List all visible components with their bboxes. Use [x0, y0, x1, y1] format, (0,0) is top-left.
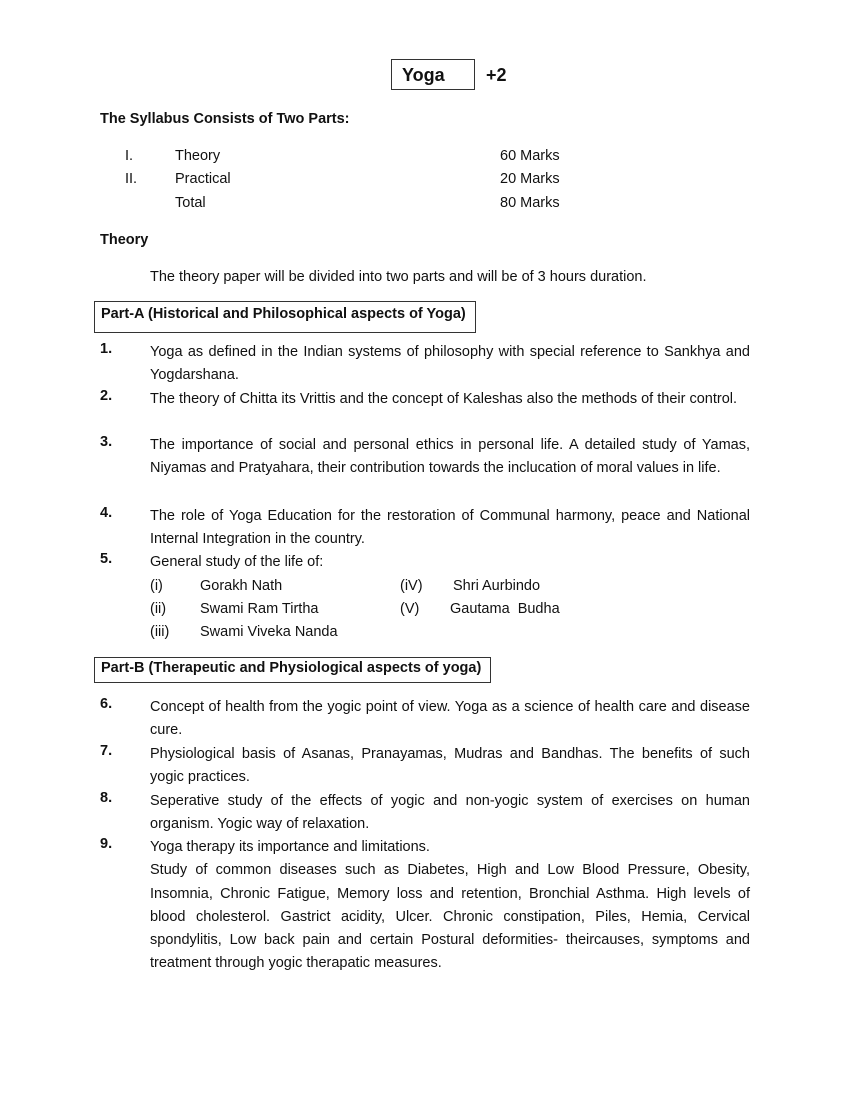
item-text: The theory of Chitta its Vrittis and the concept of Kaleshas also the methods of their control. [150, 391, 738, 407]
item-text: Yoga as defined in the Indian systems of philosophy with special reference to Sankhya and Yogdarshana. [150, 344, 750, 384]
theory-description: The theory paper will be divided into two parts and will be of 3 hours duration. [150, 269, 647, 285]
syllabus-item [100, 743, 750, 790]
syllabus-item [100, 434, 750, 481]
item-number: 5. [100, 551, 113, 567]
syllabus-item [100, 551, 750, 574]
item-number: 6. [100, 696, 113, 712]
life-number: (iV) [400, 578, 423, 594]
item-text: General study of the life of: [150, 554, 324, 570]
marks-row-value: 20 Marks [500, 171, 560, 187]
item-text: Concept of health from the yogic point of view. Yoga as a science of health care and disease cure. [150, 699, 750, 739]
marks-row-value: 80 Marks [500, 195, 560, 211]
item-number: 8. [100, 790, 113, 806]
life-name: Gautama Budha [450, 601, 560, 617]
part-b-title: Part-B (Therapeutic and Physiological aspects of yoga) [94, 657, 491, 683]
life-name: Gorakh Nath [200, 578, 283, 594]
marks-row-number: II. [125, 171, 138, 187]
syllabus-item [100, 388, 750, 411]
item-text: Yoga therapy its importance and limitations. [150, 839, 430, 855]
part-a-title: Part-A (Historical and Philosophical aspects of Yoga) [94, 301, 476, 333]
item-number: 7. [100, 743, 113, 759]
life-number: (i) [150, 578, 163, 594]
item-text-detail: Study of common diseases such as Diabetes, High and Low Blood Pressure, Obesity, Insomnia, Chronic Fatigue, Memory loss and retention, Bronchial Asthma. High levels of blood cholesterol. Gastrict acidity, Ulcer. Chronic constipation, Piles, Hemia, Cervical spondylitis, Low back pain and certain Postural deformities- theircauses, symptoms and treatment through yogic therapatic measures. [150, 862, 750, 972]
item-text: Physiological basis of Asanas, Pranayamas, Mudras and Bandhas. The benefits of such yogic practices. [150, 746, 750, 786]
life-name: Swami Viveka Nanda [200, 624, 338, 640]
item-number: 9. [100, 836, 113, 852]
grade-label: +2 [486, 65, 507, 85]
life-number: (ii) [150, 601, 167, 617]
item-number: 1. [100, 341, 113, 357]
subject-title: Yoga [391, 59, 475, 90]
marks-row-number: I. [125, 148, 134, 164]
syllabus-item [100, 836, 750, 976]
theory-heading: Theory [100, 232, 149, 248]
syllabus-item [100, 505, 750, 552]
item-number: 2. [100, 388, 113, 404]
life-number: (V) [400, 601, 420, 617]
life-number: (iii) [150, 624, 170, 640]
item-text-block [150, 836, 750, 976]
marks-row-label: Theory [175, 148, 221, 164]
syllabus-item [100, 696, 750, 743]
life-name: Shri Aurbindo [453, 578, 541, 594]
marks-row-label: Practical [175, 171, 231, 187]
item-number: 4. [100, 505, 113, 521]
marks-row-value: 60 Marks [500, 148, 560, 164]
syllabus-item [100, 341, 750, 388]
life-name: Swami Ram Tirtha [200, 601, 319, 617]
item-text: Seperative study of the effects of yogic and non-yogic system of exercises on human organism. Yogic way of relaxation. [150, 793, 750, 833]
marks-row-label: Total [175, 195, 206, 211]
item-text: The role of Yoga Education for the restoration of Communal harmony, peace and National Internal Integration in the country. [150, 508, 750, 548]
syllabus-intro-heading: The Syllabus Consists of Two Parts: [100, 111, 350, 127]
item-text: The importance of social and personal ethics in personal life. A detailed study of Yamas, Niyamas and Pratyahara, their contribution towards the inclucation of moral values in life. [150, 437, 750, 477]
item-number: 3. [100, 434, 113, 450]
syllabus-item [100, 790, 750, 837]
